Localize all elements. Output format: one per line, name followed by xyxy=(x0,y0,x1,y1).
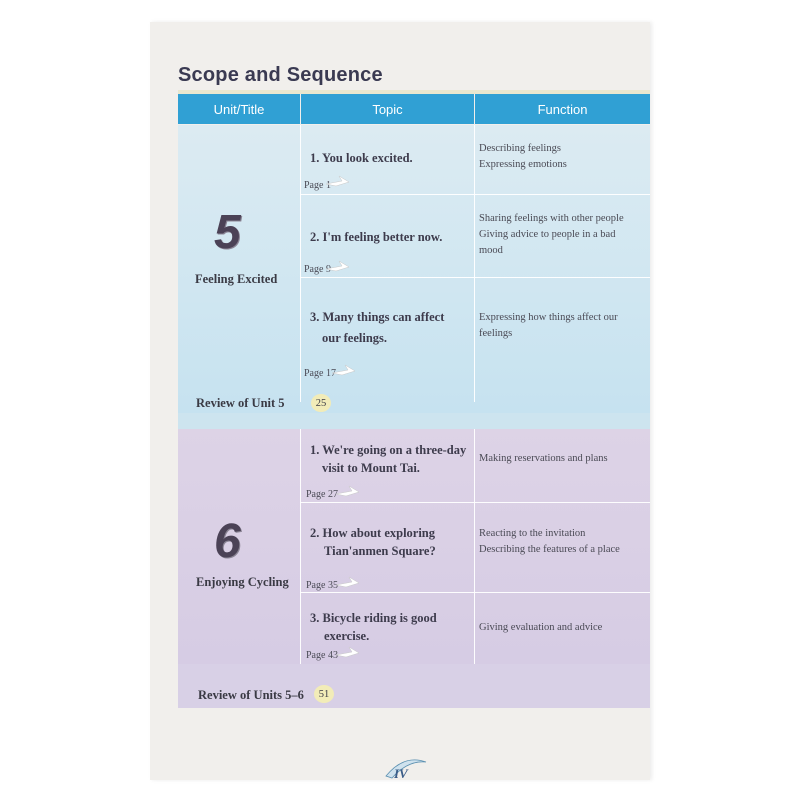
page-number: IV xyxy=(394,766,408,781)
row-divider xyxy=(300,592,650,593)
function-line: Reacting to the invitation xyxy=(479,528,586,539)
review-label: Review of Units 5–6 xyxy=(198,688,304,702)
unit5-band xyxy=(178,125,650,413)
page-title: Scope and Sequence xyxy=(178,64,383,86)
column-divider xyxy=(474,125,475,402)
column-divider xyxy=(300,125,301,402)
topic-title-line: 2. How about exploring xyxy=(310,526,436,540)
function-line: Describing feelings xyxy=(479,143,561,154)
unit5-review-band xyxy=(178,413,650,429)
unit-number: 6 xyxy=(214,515,241,568)
column-divider xyxy=(300,429,301,664)
topic-title-line: exercise. xyxy=(324,629,370,643)
unit-number: 5 xyxy=(214,206,241,259)
unit-title: Enjoying Cycling xyxy=(196,575,289,589)
column-header-topic: Topic xyxy=(301,94,474,124)
function-line: mood xyxy=(479,245,503,256)
page-reference: Page 1 xyxy=(304,180,331,191)
row-divider xyxy=(300,502,650,503)
page-reference: Page 43 xyxy=(306,650,338,661)
page-arrow-icon xyxy=(336,483,360,497)
topic-title-line: 1. We're going on a three-day xyxy=(310,443,467,457)
column-divider xyxy=(474,429,475,664)
function-line: Expressing how things affect our xyxy=(479,312,618,323)
topic-title-line: 3. Bicycle riding is good xyxy=(310,611,437,625)
page-reference: Page 27 xyxy=(306,489,338,500)
column-header-function: Function xyxy=(475,94,650,124)
function-line: feelings xyxy=(479,328,513,339)
topic-title-line: visit to Mount Tai. xyxy=(322,461,420,475)
page-arrow-icon xyxy=(326,258,350,272)
function-line: Making reservations and plans xyxy=(479,453,608,464)
row-divider xyxy=(300,277,650,278)
page-number-logo-icon xyxy=(382,754,428,780)
topic-title-line: Tian'anmen Square? xyxy=(324,544,436,558)
topic-title-line: our feelings. xyxy=(322,331,388,345)
function-line: Giving advice to people in a bad xyxy=(479,229,616,240)
function-line: Giving evaluation and advice xyxy=(479,622,603,633)
review-label: Review of Unit 5 xyxy=(196,396,285,410)
review-page-badge: 25 xyxy=(311,394,331,412)
page-arrow-icon xyxy=(336,644,360,658)
page-arrow-icon xyxy=(326,173,350,187)
row-divider xyxy=(300,194,650,195)
function-line: Sharing feelings with other people xyxy=(479,213,624,224)
column-header-unit: Unit/Title xyxy=(178,94,300,124)
page-arrow-icon xyxy=(332,362,356,376)
textbook-page xyxy=(150,22,650,780)
function-line: Describing the features of a place xyxy=(479,544,620,555)
review-page-badge: 51 xyxy=(314,685,334,703)
topic-title: 1. You look excited. xyxy=(310,151,413,165)
function-line: Expressing emotions xyxy=(479,159,567,170)
page-reference: Page 9 xyxy=(304,264,331,275)
topic-title-line: 3. Many things can affect xyxy=(310,310,445,324)
page-reference: Page 17 xyxy=(304,368,336,379)
page-reference: Page 35 xyxy=(306,580,338,591)
topic-title: 2. I'm feeling better now. xyxy=(310,230,443,244)
unit-title: Feeling Excited xyxy=(195,272,278,286)
page-arrow-icon xyxy=(336,574,360,588)
